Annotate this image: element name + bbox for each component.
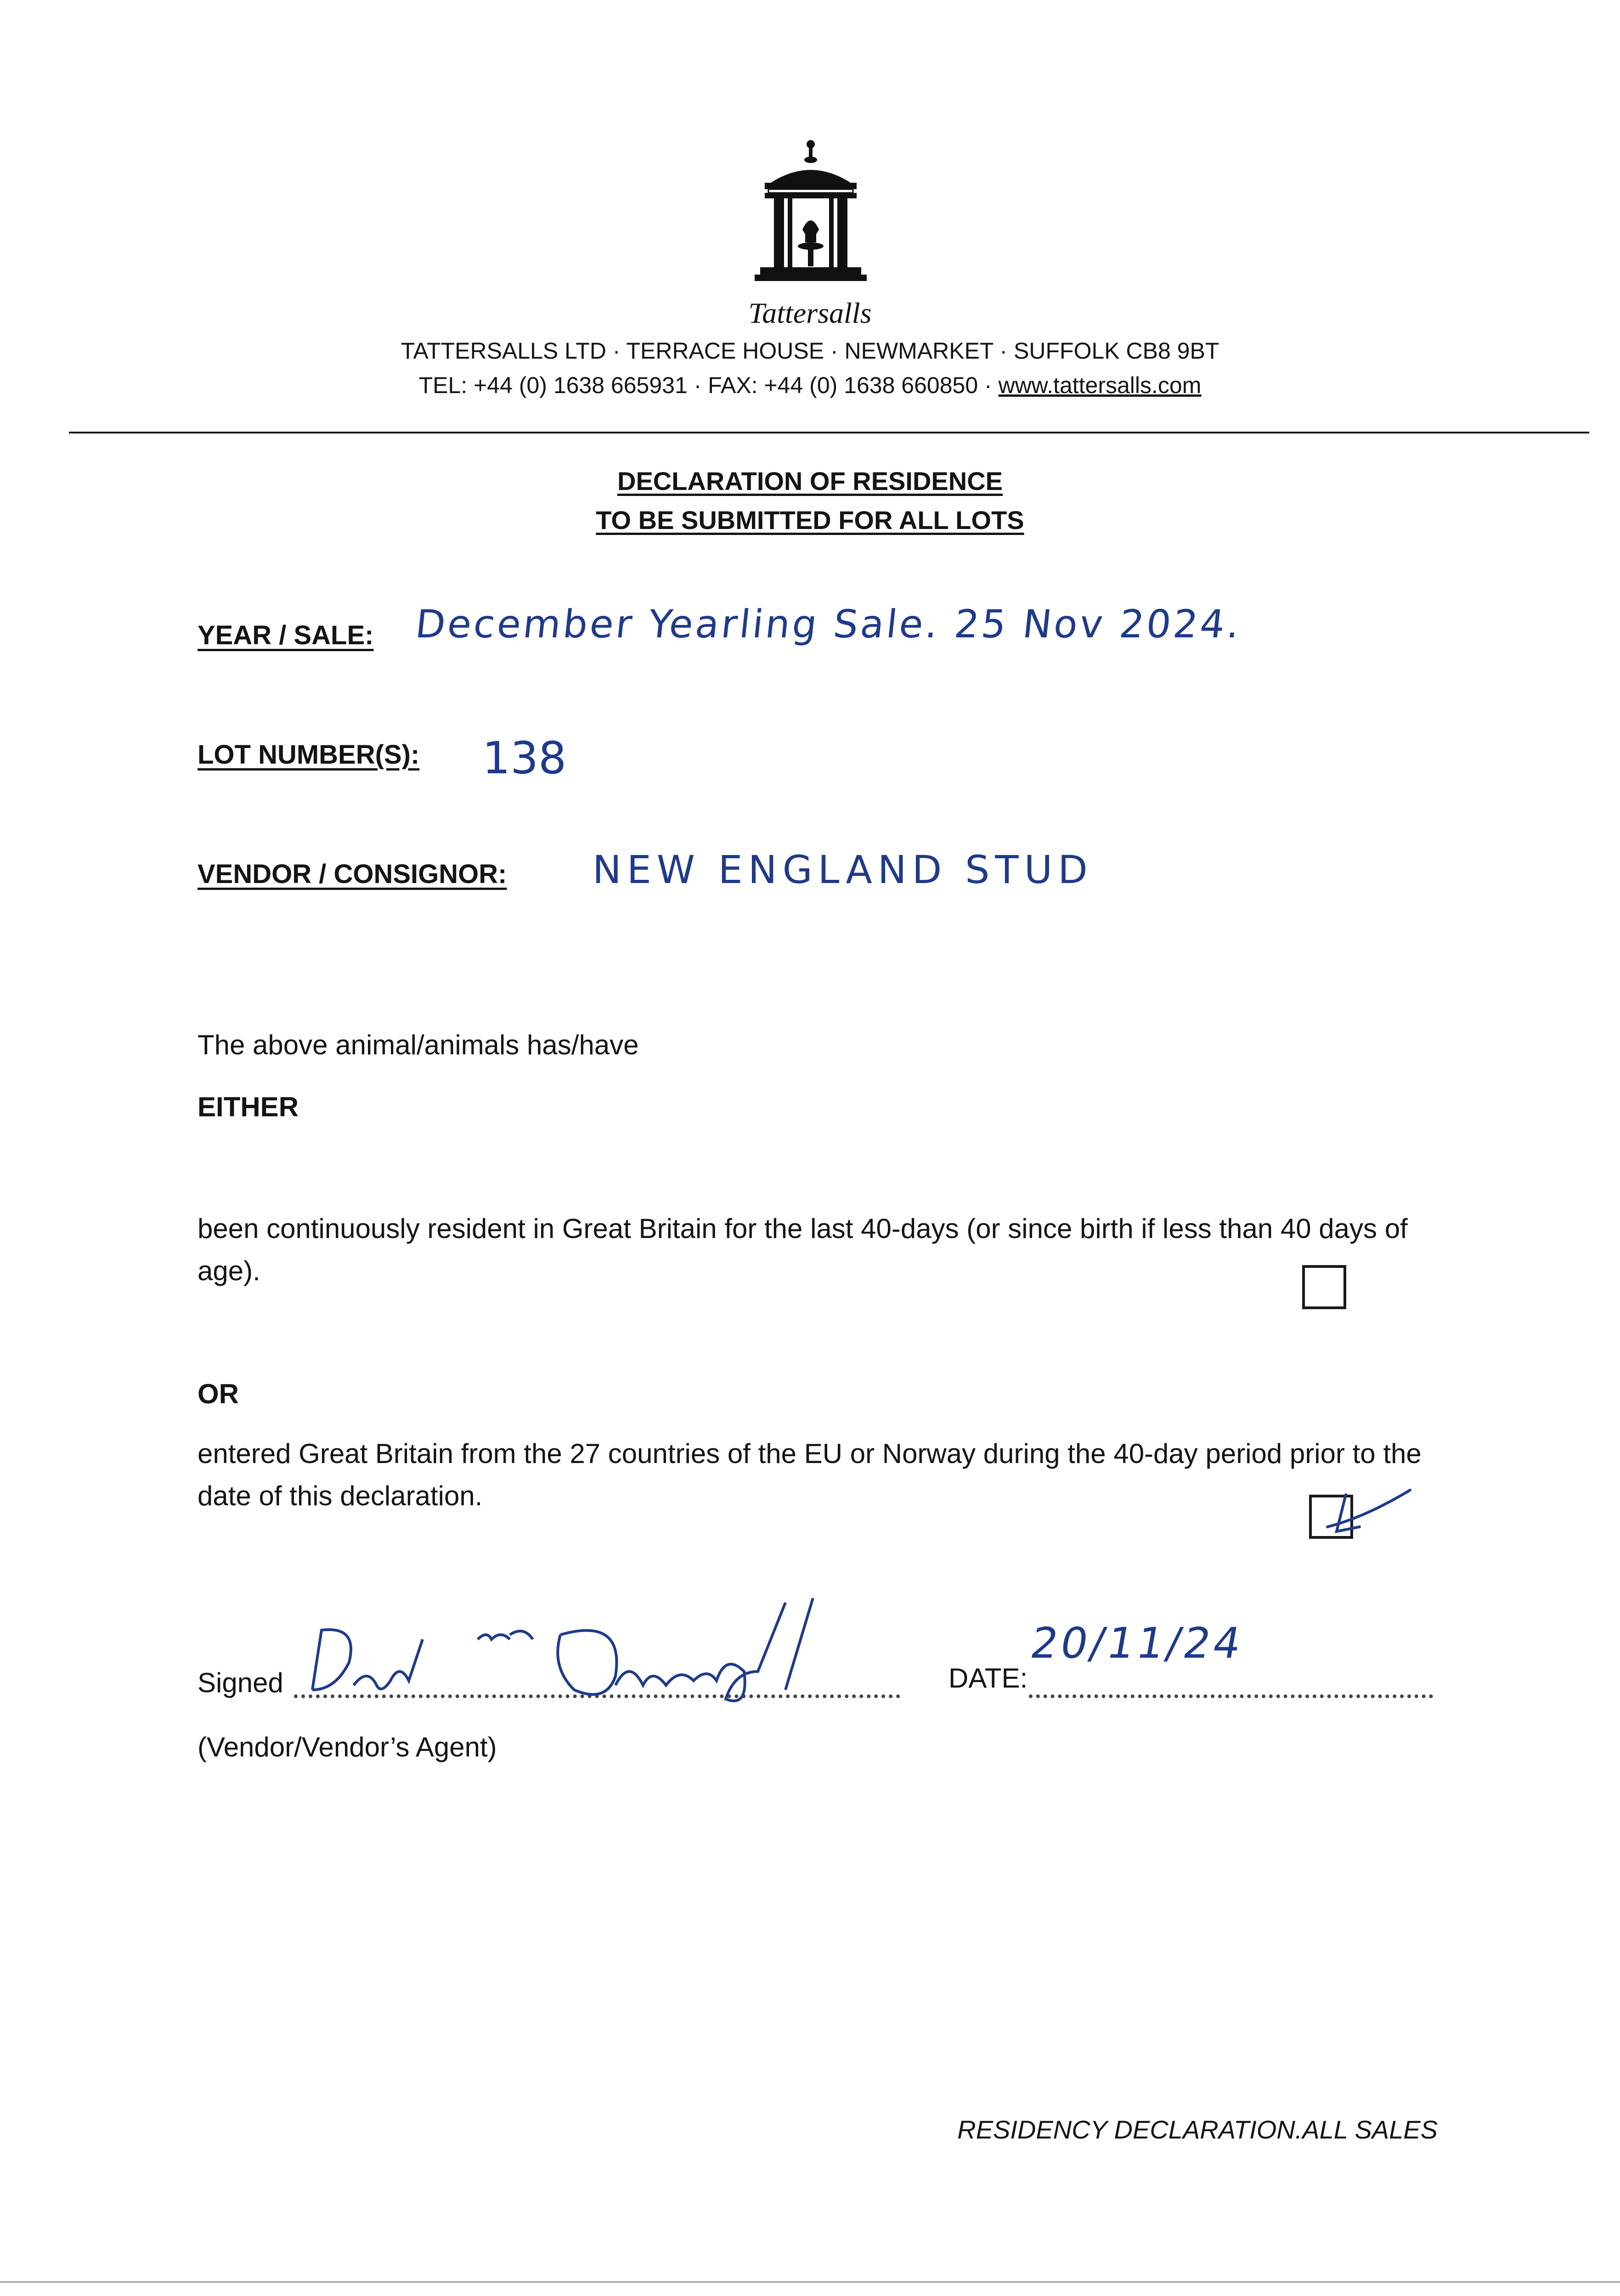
- signer-role-note: (Vendor/Vendor’s Agent): [198, 1732, 497, 1762]
- form-title: DECLARATION OF RESIDENCE: [617, 467, 1003, 495]
- tattersalls-logo: [751, 138, 870, 294]
- either-label: EITHER: [198, 1092, 299, 1122]
- date-value: 20/11/24: [1027, 1619, 1247, 1668]
- footer-note: RESIDENCY DECLARATION.ALL SALES: [957, 2115, 1438, 2144]
- page-bottom-rule: [0, 2281, 1620, 2283]
- header-divider: [69, 432, 1589, 433]
- or-label: OR: [198, 1379, 239, 1409]
- checkmark-icon: [1309, 1481, 1415, 1545]
- vendor-label: VENDOR / CONSIGNOR:: [198, 859, 507, 889]
- intro-text: The above animal/animals has/have: [198, 1030, 639, 1060]
- option-resident-checkbox[interactable]: [1302, 1265, 1346, 1309]
- lot-number-value: 138: [482, 732, 567, 784]
- year-sale-label: YEAR / SALE:: [198, 620, 374, 650]
- company-contact: [0, 372, 1620, 399]
- date-line: [1029, 1671, 1433, 1698]
- date-label: DATE:: [948, 1663, 1028, 1694]
- form-subtitle: TO BE SUBMITTED FOR ALL LOTS: [596, 506, 1024, 535]
- brand-name: Tattersalls: [748, 297, 872, 329]
- option-entered-text: entered Great Britain from the 27 countries of the EU or Norway during the 40-day period prior to the date of this declaration.: [198, 1438, 1422, 1511]
- lot-number-label: LOT NUMBER(S):: [198, 740, 420, 770]
- year-sale-value: December Yearling Sale. 25 Nov 2024.: [413, 602, 1244, 647]
- signed-label: Signed: [198, 1667, 283, 1698]
- phone-fax: TEL: +44 (0) 1638 665931 · FAX: +44 (0) 1638 660850 ·: [418, 372, 999, 398]
- vendor-value: NEW ENGLAND STUD: [593, 847, 1093, 892]
- website-link[interactable]: www.tattersalls.com: [998, 372, 1202, 398]
- handwritten-signature: [294, 1598, 928, 1708]
- company-address: TATTERSALLS LTD · TERRACE HOUSE · NEWMARKET · SUFFOLK CB8 9BT: [401, 338, 1219, 364]
- option-resident-text: been continuously resident in Great Britain for the last 40-days (or since birth if less than 40 days of age).: [198, 1213, 1408, 1286]
